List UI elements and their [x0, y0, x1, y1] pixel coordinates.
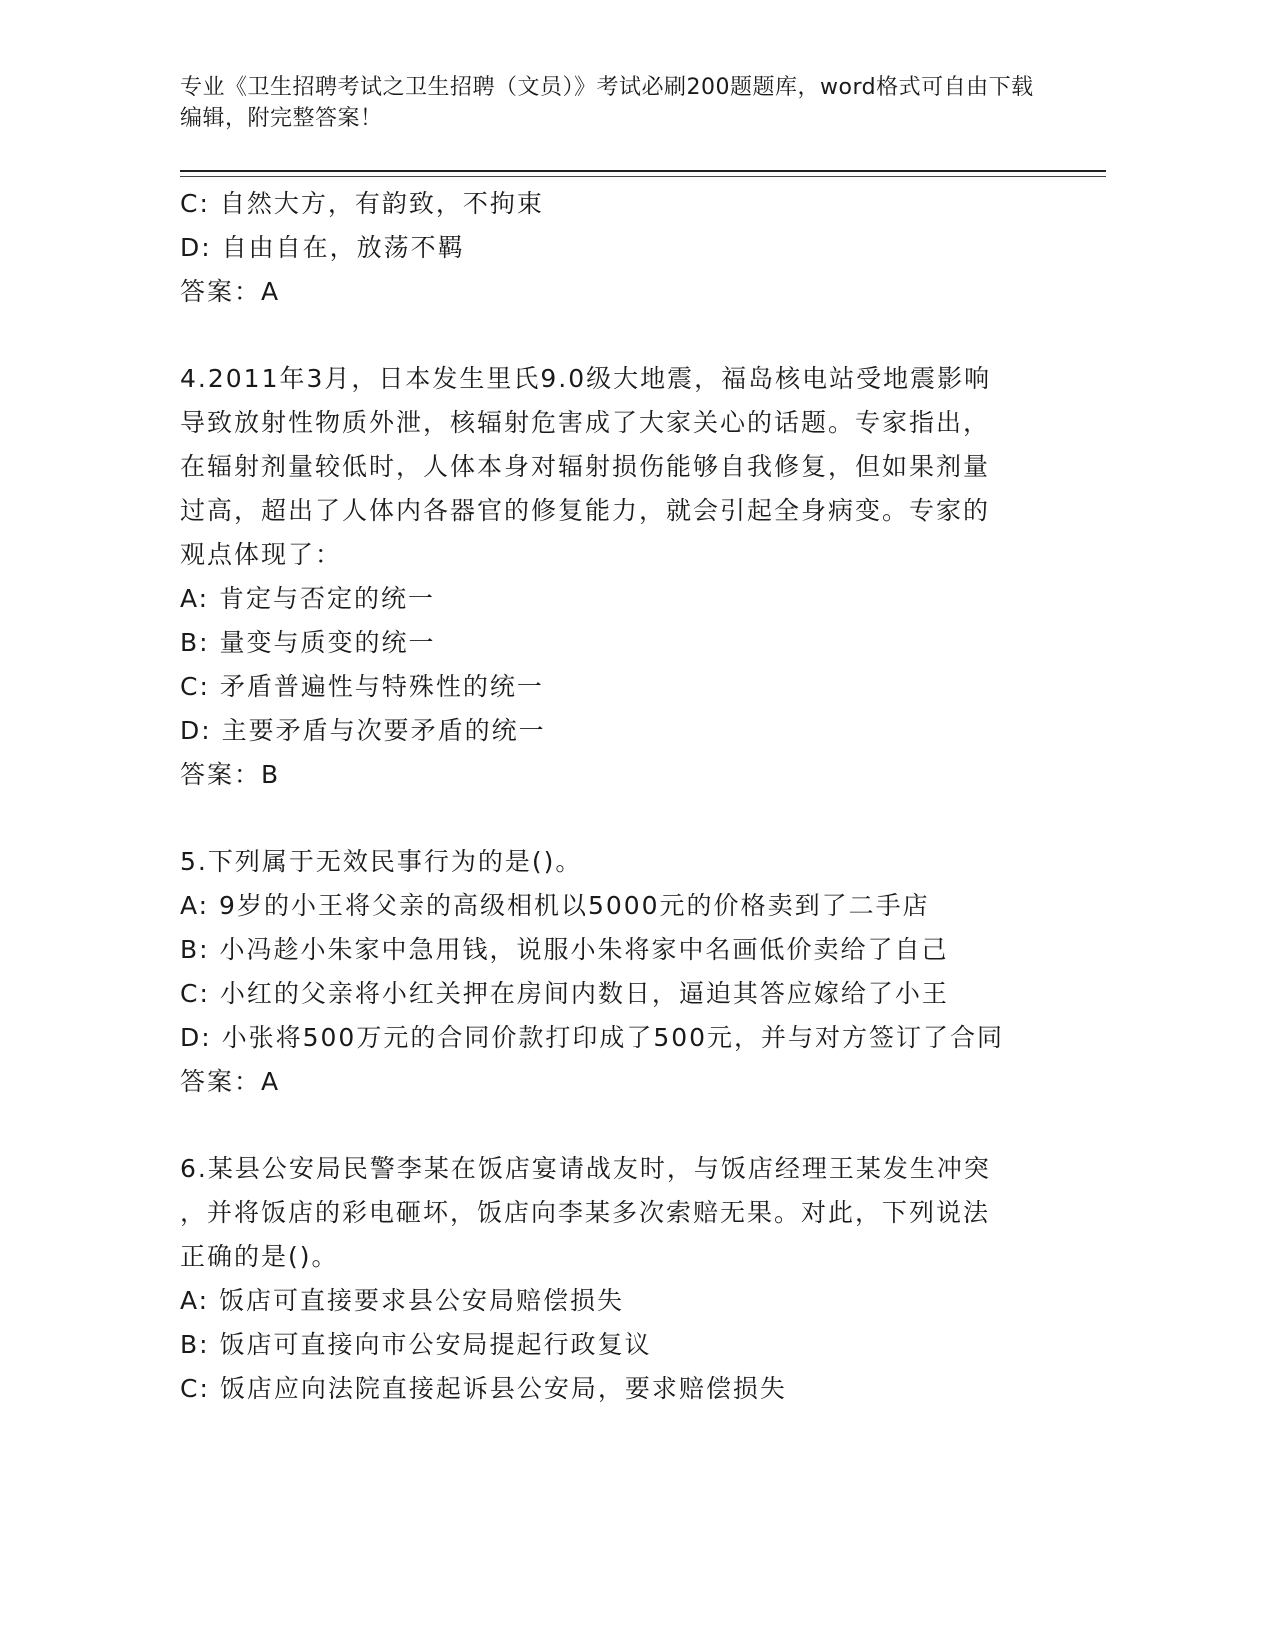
option-line: C: 饭店应向法院直接起诉县公安局，要求赔偿损失	[180, 1374, 787, 1403]
option-line: C: 自然大方，有韵致，不拘束	[180, 189, 544, 218]
option-line: B: 量变与质变的统一	[180, 628, 436, 657]
option-line: A: 9岁的小王将父亲的高级相机以5000元的价格卖到了二手店	[180, 891, 930, 920]
option-line: A: 饭店可直接要求县公安局赔偿损失	[180, 1286, 625, 1315]
option-line: D: 小张将500万元的合同价款打印成了500元，并与对方签订了合同	[180, 1023, 1005, 1052]
option-line: A: 肯定与否定的统一	[180, 584, 436, 613]
question-stem-line: 5.下列属于无效民事行为的是()。	[180, 847, 583, 876]
header-title: 专业《卫生招聘考试之卫生招聘（文员）》考试必刷200题题库，word格式可自由下载编辑，附完整答案！	[180, 75, 1034, 131]
question-stem-line: 4.2011年3月，日本发生里氏9.0级大地震，福岛核电站受地震影响	[180, 364, 992, 393]
answer-line: 答案：A	[180, 1067, 281, 1096]
option-line: D: 自由自在，放荡不羁	[180, 233, 465, 262]
answer-line: 答案：B	[180, 760, 281, 789]
question-5	[180, 840, 1040, 1104]
question-gap	[180, 797, 1040, 840]
option-line: C: 矛盾普遍性与特殊性的统一	[180, 672, 544, 701]
page-header	[180, 72, 1040, 134]
question-stem-line: 导致放射性物质外泄，核辐射危害成了大家关心的话题。专家指出，	[180, 408, 991, 437]
question-stem-line: 在辐射剂量较低时，人体本身对辐射损伤能够自我修复，但如果剂量	[180, 452, 991, 481]
answer-line: 答案：A	[180, 277, 281, 306]
question-stem-line: 正确的是()。	[180, 1242, 339, 1271]
question-6	[180, 1147, 1040, 1411]
question-stem-line: 6.某县公安局民警李某在饭店宴请战友时，与饭店经理王某发生冲突	[180, 1154, 991, 1183]
option-line: B: 小冯趁小朱家中急用钱，说服小朱将家中名画低价卖给了自己	[180, 935, 949, 964]
option-line: D: 主要矛盾与次要矛盾的统一	[180, 716, 546, 745]
header-rule-thick	[180, 170, 1106, 172]
question-gap	[180, 1104, 1040, 1147]
document-body	[180, 182, 1040, 1411]
question-gap	[180, 314, 1040, 357]
option-line: C: 小红的父亲将小红关押在房间内数日，逼迫其答应嫁给了小王	[180, 979, 949, 1008]
header-rule-thin	[180, 176, 1106, 177]
question-stem-line: 观点体现了：	[180, 540, 343, 569]
question-stem-line: ，并将饭店的彩电砸坏，饭店向李某多次索赔无果。对此，下列说法	[180, 1198, 991, 1227]
option-line: B: 饭店可直接向市公安局提起行政复议	[180, 1330, 652, 1359]
question-4	[180, 357, 1040, 797]
question-stem-line: 过高，超出了人体内各器官的修复能力，就会引起全身病变。专家的	[180, 496, 991, 525]
